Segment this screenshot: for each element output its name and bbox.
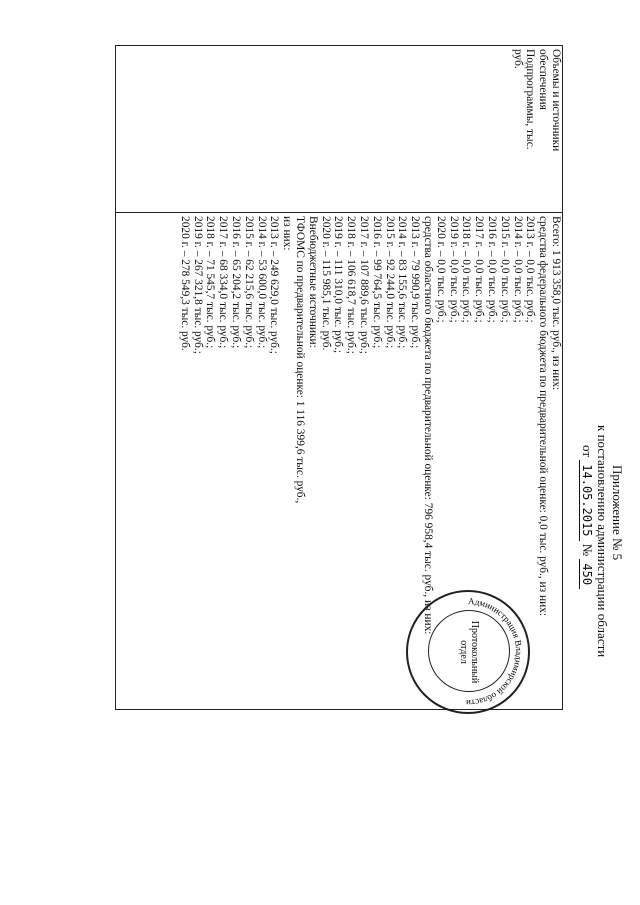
tfoms-year-line: 2019 г. – 267 321,8 тыс. руб.; <box>191 216 204 354</box>
federal-title: средства федерального бюджета по предварительной оценке: 0,0 тыс. руб., из них: <box>537 216 550 617</box>
label-line: обеспечения <box>537 49 550 110</box>
resolution-date: 14.05.2015 <box>579 460 594 540</box>
tfoms-year-line: 2020 г. – 278 549,3 тыс. руб. <box>178 216 191 351</box>
total-line: Всего: 1 913 358,0 тыс. руб., из них: <box>550 216 562 391</box>
document-header <box>565 45 625 710</box>
regional-year-line: 2016 г. – 99 764,5 тыс. руб.; <box>370 216 383 349</box>
label-line: руб. <box>511 49 524 69</box>
federal-year-line: 2017 г. – 0,0 тыс. руб.; <box>473 216 486 323</box>
stamp-center-line: Протокольный <box>469 620 480 684</box>
stamp-ring-text: Администрация Владимирской области <box>466 595 525 709</box>
regional-year-line: 2017 г. – 107 889,6 тыс. руб.; <box>358 216 371 354</box>
tfoms-subtitle: из них: <box>281 216 294 251</box>
regional-year-line: 2019 г. – 111 310,0 тыс. руб.; <box>332 216 345 354</box>
regional-title: средства областного бюджета по предварительной оценке: 796 958,4 тыс. руб., из них: <box>422 216 435 635</box>
tfoms-year-line: 2018 г. – 71 545,7 тыс. руб.; <box>204 216 217 349</box>
regional-year-line: 2018 г. – 106 618,7 тыс. руб.; <box>345 216 358 354</box>
offbudget-title: Внебюджетные источники: <box>306 216 319 348</box>
federal-year-line: 2016 г. – 0,0 тыс. руб.; <box>486 216 499 323</box>
federal-year-line: 2018 г. – 0,0 тыс. руб.; <box>460 216 473 323</box>
appendix-subtitle: к постановлению администрации области <box>595 425 610 658</box>
federal-year-line: 2014 г. – 0,0 тыс. руб.; <box>511 216 524 323</box>
official-stamp <box>406 590 530 714</box>
federal-year-line: 2019 г. – 0,0 тыс. руб.; <box>447 216 460 323</box>
stamp-center-line: отдел <box>458 640 469 664</box>
resolution-prefix: от <box>580 445 595 458</box>
resolution-number-sign: № <box>580 543 595 557</box>
appendix-title: Приложение № 5 <box>610 465 625 561</box>
federal-year-line: 2013 г. – 0,0 тыс. руб.; <box>524 216 537 323</box>
tfoms-year-line: 2017 г. – 68 334,0 тыс. руб.; <box>217 216 230 349</box>
tfoms-year-line: 2016 г. – 65 204,2 тыс. руб.; <box>230 216 243 349</box>
label-line: Объемы и источники <box>550 49 562 152</box>
regional-year-line: 2020 г. – 115 985,1 тыс. руб. <box>319 216 332 351</box>
resolution-reference <box>579 445 595 589</box>
rotated-document <box>115 45 625 710</box>
tfoms-year-line: 2015 г. – 62 215,6 тыс. руб.; <box>242 216 255 349</box>
tfoms-year-line: 2014 г. – 53 600,0 тыс. руб.; <box>255 216 268 349</box>
stamp-center-text <box>458 614 480 690</box>
regional-year-line: 2015 г. – 92 244,0 тыс. руб.; <box>383 216 396 349</box>
tfoms-title: ТФОМС по предварительной оценке: 1 116 399,6 тыс. руб., <box>294 216 307 504</box>
resolution-number: 450 <box>579 559 594 589</box>
label-line: Подпрограммы, тыс. <box>524 49 537 150</box>
federal-year-line: 2020 г. – 0,0 тыс. руб.; <box>434 216 447 323</box>
federal-year-line: 2015 г. – 0,0 тыс. руб.; <box>498 216 511 323</box>
funding-label-cell <box>116 46 563 213</box>
regional-year-line: 2014 г. – 83 155,6 тыс. руб.; <box>396 216 409 349</box>
tfoms-year-line: 2013 г. – 249 629,0 тыс. руб.; <box>268 216 281 354</box>
regional-year-line: 2013 г. – 79 990,9 тыс. руб.; <box>409 216 422 349</box>
